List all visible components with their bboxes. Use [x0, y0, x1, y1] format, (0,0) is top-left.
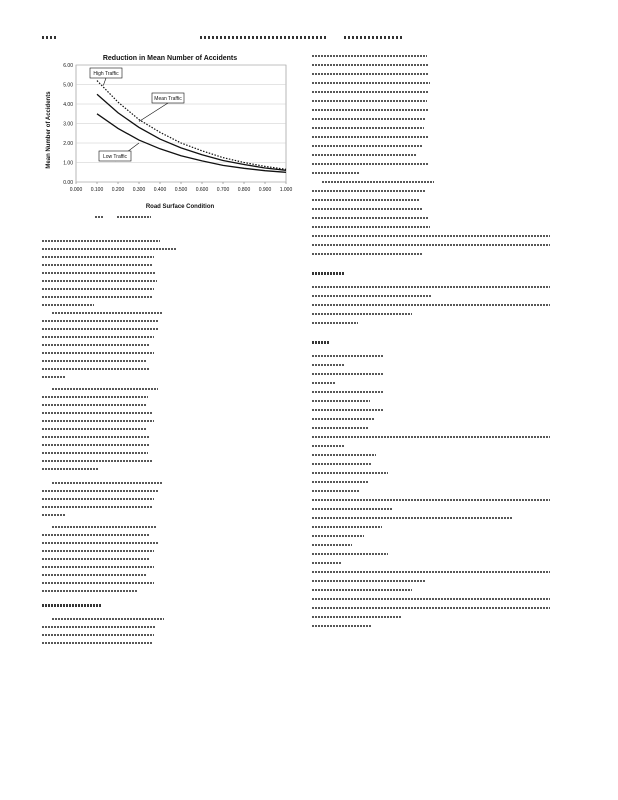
text-line-mark — [42, 248, 177, 250]
text-line-mark — [42, 296, 152, 298]
text-line-mark — [312, 463, 372, 465]
text-line-mark — [312, 172, 360, 174]
header-left-mark — [42, 36, 56, 39]
section-heading-mark — [312, 272, 344, 275]
text-line-mark — [42, 452, 148, 454]
y-tick-label: 6.00 — [63, 63, 73, 69]
text-line-mark — [312, 100, 427, 102]
text-line-mark — [42, 396, 148, 398]
text-line-mark — [42, 444, 150, 446]
text-line-mark — [312, 400, 370, 402]
figure-chart — [42, 48, 292, 213]
y-tick-label: 4.00 — [63, 102, 73, 108]
text-line-mark — [42, 240, 160, 242]
text-line-mark — [312, 454, 376, 456]
text-line-mark — [312, 553, 388, 555]
text-line-mark — [312, 562, 342, 564]
text-line-mark — [42, 558, 150, 560]
text-line-mark — [42, 344, 150, 346]
text-line-mark — [312, 535, 364, 537]
text-line-mark — [312, 127, 424, 129]
left-column-text — [42, 240, 272, 750]
text-line-mark — [52, 482, 162, 484]
text-line-mark — [42, 368, 150, 370]
figure-caption — [95, 214, 155, 220]
text-line-mark — [312, 625, 372, 627]
text-line-mark — [312, 526, 382, 528]
text-line-mark — [312, 355, 384, 357]
text-line-mark — [42, 490, 158, 492]
text-line-mark — [312, 244, 550, 246]
text-line-mark — [42, 336, 154, 338]
text-line-mark — [312, 136, 428, 138]
annotation-label: Low Traffic — [102, 154, 128, 160]
text-line-mark — [42, 514, 66, 516]
text-line-mark — [312, 304, 550, 306]
text-line-mark — [42, 590, 138, 592]
annotation-label: Mean Traffic — [154, 96, 182, 102]
text-line-mark — [312, 418, 374, 420]
text-line-mark — [312, 190, 426, 192]
y-tick-label: 3.00 — [63, 121, 73, 128]
caption-mark — [117, 216, 151, 218]
text-line-mark — [42, 328, 158, 330]
x-tick-label: 0.400 — [153, 187, 167, 193]
text-line-mark — [52, 526, 156, 528]
text-line-mark — [312, 427, 368, 429]
chart-title: Reduction in Mean Number of Accidents — [102, 55, 238, 62]
text-line-mark — [312, 616, 402, 618]
text-line-mark — [312, 499, 550, 501]
text-line-mark — [312, 217, 428, 219]
text-line-mark — [42, 404, 146, 406]
text-line-mark — [312, 55, 427, 57]
chart-ylabel: Mean Number of Accidents — [46, 91, 52, 169]
text-line-mark — [312, 295, 432, 297]
text-line-mark — [42, 428, 146, 430]
section-heading-mark — [312, 341, 330, 344]
text-line-mark — [312, 436, 550, 438]
text-line-mark — [42, 420, 154, 422]
annotation-label: High Traffic — [93, 71, 119, 77]
text-line-mark — [42, 320, 158, 322]
chart-svg — [42, 48, 292, 213]
x-tick-label: 1.000 — [279, 187, 293, 193]
text-line-mark — [312, 409, 384, 411]
text-line-mark — [312, 208, 422, 210]
text-line-mark — [312, 91, 428, 93]
x-tick-label: 0.800 — [237, 187, 251, 193]
text-line-mark — [42, 304, 94, 306]
text-line-mark — [42, 460, 152, 462]
text-line-mark — [42, 574, 146, 576]
plot-area — [63, 63, 292, 193]
text-line-mark — [42, 498, 154, 500]
text-line-mark — [312, 226, 430, 228]
text-line-mark — [312, 571, 550, 573]
x-tick-label: 0.900 — [258, 187, 272, 193]
text-line-mark — [42, 376, 66, 378]
right-column-text — [312, 55, 562, 750]
text-line-mark — [312, 364, 344, 366]
text-line-mark — [312, 373, 384, 375]
text-line-mark — [42, 634, 154, 636]
x-tick-label: 0.200 — [111, 187, 125, 193]
text-line-mark — [312, 544, 352, 546]
text-line-mark — [312, 145, 422, 147]
text-line-mark — [312, 517, 512, 519]
x-tick-label: 0.100 — [90, 187, 104, 193]
text-line-mark — [42, 256, 154, 258]
text-line-mark — [312, 598, 550, 600]
text-line-mark — [312, 472, 388, 474]
y-tick-label: 5.00 — [63, 82, 73, 89]
y-tick-label: 0.00 — [63, 180, 73, 186]
text-line-mark — [42, 550, 154, 552]
text-line-mark — [312, 481, 368, 483]
text-line-mark — [312, 199, 420, 201]
text-line-mark — [42, 626, 156, 628]
y-tick-label: 1.00 — [63, 160, 73, 167]
text-line-mark — [312, 73, 428, 75]
x-tick-label: 0.600 — [195, 187, 209, 193]
text-line-mark — [52, 312, 162, 314]
text-line-mark — [52, 388, 158, 390]
text-line-mark — [42, 642, 152, 644]
chart-xlabel: Road Surface Condition — [145, 204, 215, 210]
text-line-mark — [312, 580, 426, 582]
text-line-mark — [312, 235, 550, 237]
text-line-mark — [42, 506, 152, 508]
text-line-mark — [42, 412, 152, 414]
text-line-mark — [312, 382, 336, 384]
text-line-mark — [312, 445, 344, 447]
text-line-mark — [42, 436, 150, 438]
text-line-mark — [312, 82, 430, 84]
text-line-mark — [42, 534, 150, 536]
text-line-mark — [322, 181, 434, 183]
x-tick-label: 0.700 — [216, 187, 230, 193]
text-line-mark — [42, 468, 98, 470]
text-line-mark — [312, 607, 550, 609]
caption-mark — [95, 216, 103, 218]
text-line-mark — [312, 286, 550, 288]
text-line-mark — [312, 163, 428, 165]
text-line-mark — [42, 360, 146, 362]
section-heading-mark — [42, 604, 102, 607]
text-line-mark — [312, 313, 412, 315]
running-header — [42, 33, 422, 43]
text-line-mark — [52, 618, 164, 620]
text-line-mark — [312, 64, 428, 66]
text-line-mark — [42, 264, 152, 266]
text-line-mark — [42, 272, 156, 274]
text-line-mark — [42, 542, 158, 544]
text-line-mark — [42, 280, 157, 282]
header-right-mark — [344, 36, 402, 39]
text-line-mark — [312, 391, 384, 393]
text-line-mark — [312, 154, 416, 156]
text-line-mark — [42, 582, 154, 584]
text-line-mark — [42, 288, 154, 290]
text-line-mark — [312, 589, 412, 591]
y-tick-label: 2.00 — [63, 141, 73, 147]
text-line-mark — [42, 352, 154, 354]
text-line-mark — [312, 253, 422, 255]
x-tick-label: 0.500 — [174, 187, 188, 193]
text-line-mark — [312, 118, 426, 120]
text-line-mark — [312, 322, 358, 324]
text-line-mark — [42, 566, 154, 568]
text-line-mark — [312, 508, 392, 510]
text-line-mark — [312, 490, 360, 492]
header-title-mark — [200, 36, 328, 39]
x-tick-label: 0.300 — [132, 187, 146, 193]
x-tick-label: 0.000 — [69, 187, 83, 193]
text-line-mark — [312, 109, 428, 111]
